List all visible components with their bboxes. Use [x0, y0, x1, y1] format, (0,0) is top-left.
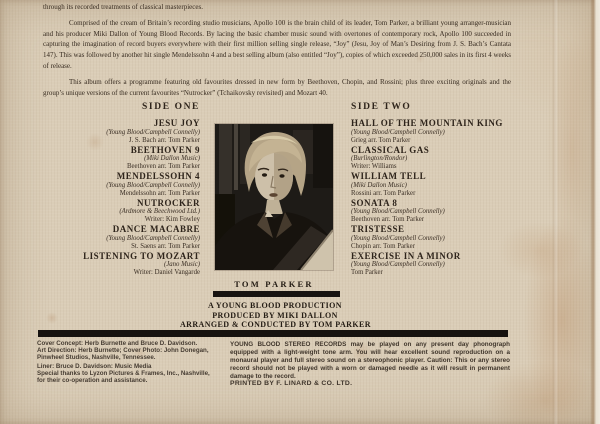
track-item [40, 199, 200, 225]
track-title: SONATA 8 [351, 197, 398, 208]
stereo-playback-notice: YOUNG BLOOD STEREO RECORDS may be played on any present day phonograph equipped with a light-weight tone arm. You will hear excellent sound reproduction on a monaural player and full stereo sound on a stereophonic player. Caution: This or any stereo record should not be played with a worn or damaged needle as it will result in permanent damage to the record. [230, 341, 510, 380]
track-title: NUTROCKER [136, 197, 200, 208]
track-item [40, 172, 200, 198]
tom-parker-portrait [215, 124, 333, 270]
intro-paragraph: Comprised of the cream of Britain’s recording studio musicians, Apollo 100 is the brain child of its leader, Tom Parker, a brilliant young arranger-musician and his producer Miki Dallon of Young Blood Records. By lacing the basic chamber music sound with overtones of contemporary rock, Apollo 100 succeeded in capturing the imagination of record buyers everywhere with their first million selling single release, “Joy” (Jesu, Joy of Man’s Desiring from J. S. Bach’s Cantata 147). This was followed by another hit single Mendelssohn 4 and a best selling album (also entitled “Joy”), copies of which exceeded 250,000 sales in its first 4 weeks of release. [43, 18, 511, 70]
track-publisher: (Burlington/Rondor) [351, 155, 408, 162]
design-credits [37, 341, 245, 384]
production-line: A YOUNG BLOOD PRODUCTION [208, 301, 342, 310]
credit-line: Art Direction: Herb Burnette; Cover Photo: John Donegan, [37, 346, 209, 354]
photo-caption: TOM PARKER [234, 279, 314, 289]
intro-continuation-line: through its recorded treatments of classical masterpieces. [43, 3, 203, 11]
track-publisher: (Young Blood/Campbell Connelly) [106, 181, 200, 189]
side-one-tracklist [40, 102, 200, 278]
track-credit: Mendelssohn arr. Tom Parker [119, 189, 200, 197]
track-item [40, 146, 200, 172]
production-line: PRODUCED BY MIKI DALLON [212, 310, 338, 320]
track-title: LISTENING TO MOZART [83, 250, 200, 261]
track-title: MENDELSSOHN 4 [116, 171, 200, 181]
track-credit: J. S. Bach arr. Tom Parker [128, 136, 200, 144]
track-credit: Writer: Kim Fowley [144, 216, 200, 223]
credit-line: Liner: Bruce D. Davidson: Music Media [37, 362, 152, 370]
track-title: CLASSICAL GAS [351, 144, 430, 155]
artist-photo [215, 124, 333, 270]
track-item [351, 119, 519, 145]
track-title: DANCE MACABRE [112, 224, 200, 234]
track-publisher: (Young Blood/Campbell Connelly) [351, 128, 445, 136]
track-title: BEETHOVEN 9 [130, 144, 200, 155]
track-item [351, 146, 519, 172]
track-credit: Writer: Williams [351, 163, 397, 170]
track-title: HALL OF THE MOUNTAIN KING [351, 118, 503, 128]
track-publisher: (Young Blood/Campbell Connelly) [106, 234, 200, 242]
caption-divider-bar [213, 291, 340, 297]
track-title: WILLIAM TELL [351, 171, 427, 181]
track-credit: Grieg arr. Tom Parker [351, 136, 411, 144]
production-credits [180, 301, 370, 330]
printer-credit: PRINTED BY F. LINARD & CO. LTD. [230, 380, 353, 387]
track-credit: Chopin arr. Tom Parker [351, 242, 415, 250]
track-item [351, 252, 519, 278]
track-item [40, 225, 200, 251]
track-item [351, 225, 519, 251]
track-publisher: (Young Blood/Campbell Connelly) [106, 128, 200, 136]
track-publisher: (Young Blood/Campbell Connelly) [351, 208, 445, 215]
credit-line: Pinwheel Studios, Nashville, Tennessee. [37, 353, 156, 361]
production-line: ARRANGED & CONDUCTED BY TOM PARKER [180, 320, 371, 330]
track-title: EXERCISE IN A MINOR [351, 250, 461, 261]
footer-divider-bar [38, 330, 508, 337]
paper-crease [553, 0, 558, 424]
track-credit: Tom Parker [351, 269, 383, 276]
track-title: TRISTESSE [351, 224, 405, 234]
track-item [351, 199, 519, 225]
track-item [40, 252, 200, 278]
track-publisher: (Miki Dallon Music) [144, 155, 200, 162]
track-publisher: (Miki Dallon Music) [351, 181, 407, 189]
track-item [40, 119, 200, 145]
track-publisher: (Jano Music) [163, 261, 200, 268]
credit-line: for their co-operation and assistance. [37, 376, 148, 384]
track-item [351, 172, 519, 198]
track-publisher: (Young Blood/Campbell Connelly) [351, 261, 445, 268]
side-one-heading: SIDE ONE [142, 102, 200, 112]
side-two-heading: SIDE TWO [351, 102, 412, 112]
track-title: JESU JOY [153, 118, 200, 128]
track-publisher: (Ardmore & Beechwood Ltd.) [119, 208, 200, 215]
track-publisher: (Young Blood/Campbell Connelly) [351, 234, 445, 242]
credit-line: Cover Concept: Herb Burnette and Bruce D. Davidson. [37, 340, 198, 347]
intro-text [43, 2, 511, 103]
sleeve-edge [590, 0, 600, 424]
side-two-tracklist [351, 102, 519, 278]
track-credit: Beethoven arr. Tom Parker [126, 163, 200, 170]
track-credit: Rossini arr. Tom Parker [351, 189, 416, 197]
credit-line: Special thanks to Lyzon Pictures & Frames, Inc., Nashville, [37, 369, 210, 377]
track-credit: St. Saens arr. Tom Parker [131, 242, 200, 250]
intro-paragraph: This album offers a programme featuring old favourites dressed in new form by Beethoven, Chopin, and Rossini; plus three exciting originals and the group’s unique versions of the current favourites “Nutrocker” (Tchaikovsky revisited) and Mozart 40. [43, 77, 511, 97]
track-credit: Beethoven arr. Tom Parker [351, 216, 425, 223]
track-credit: Writer: Daniel Vangarde [133, 269, 200, 276]
